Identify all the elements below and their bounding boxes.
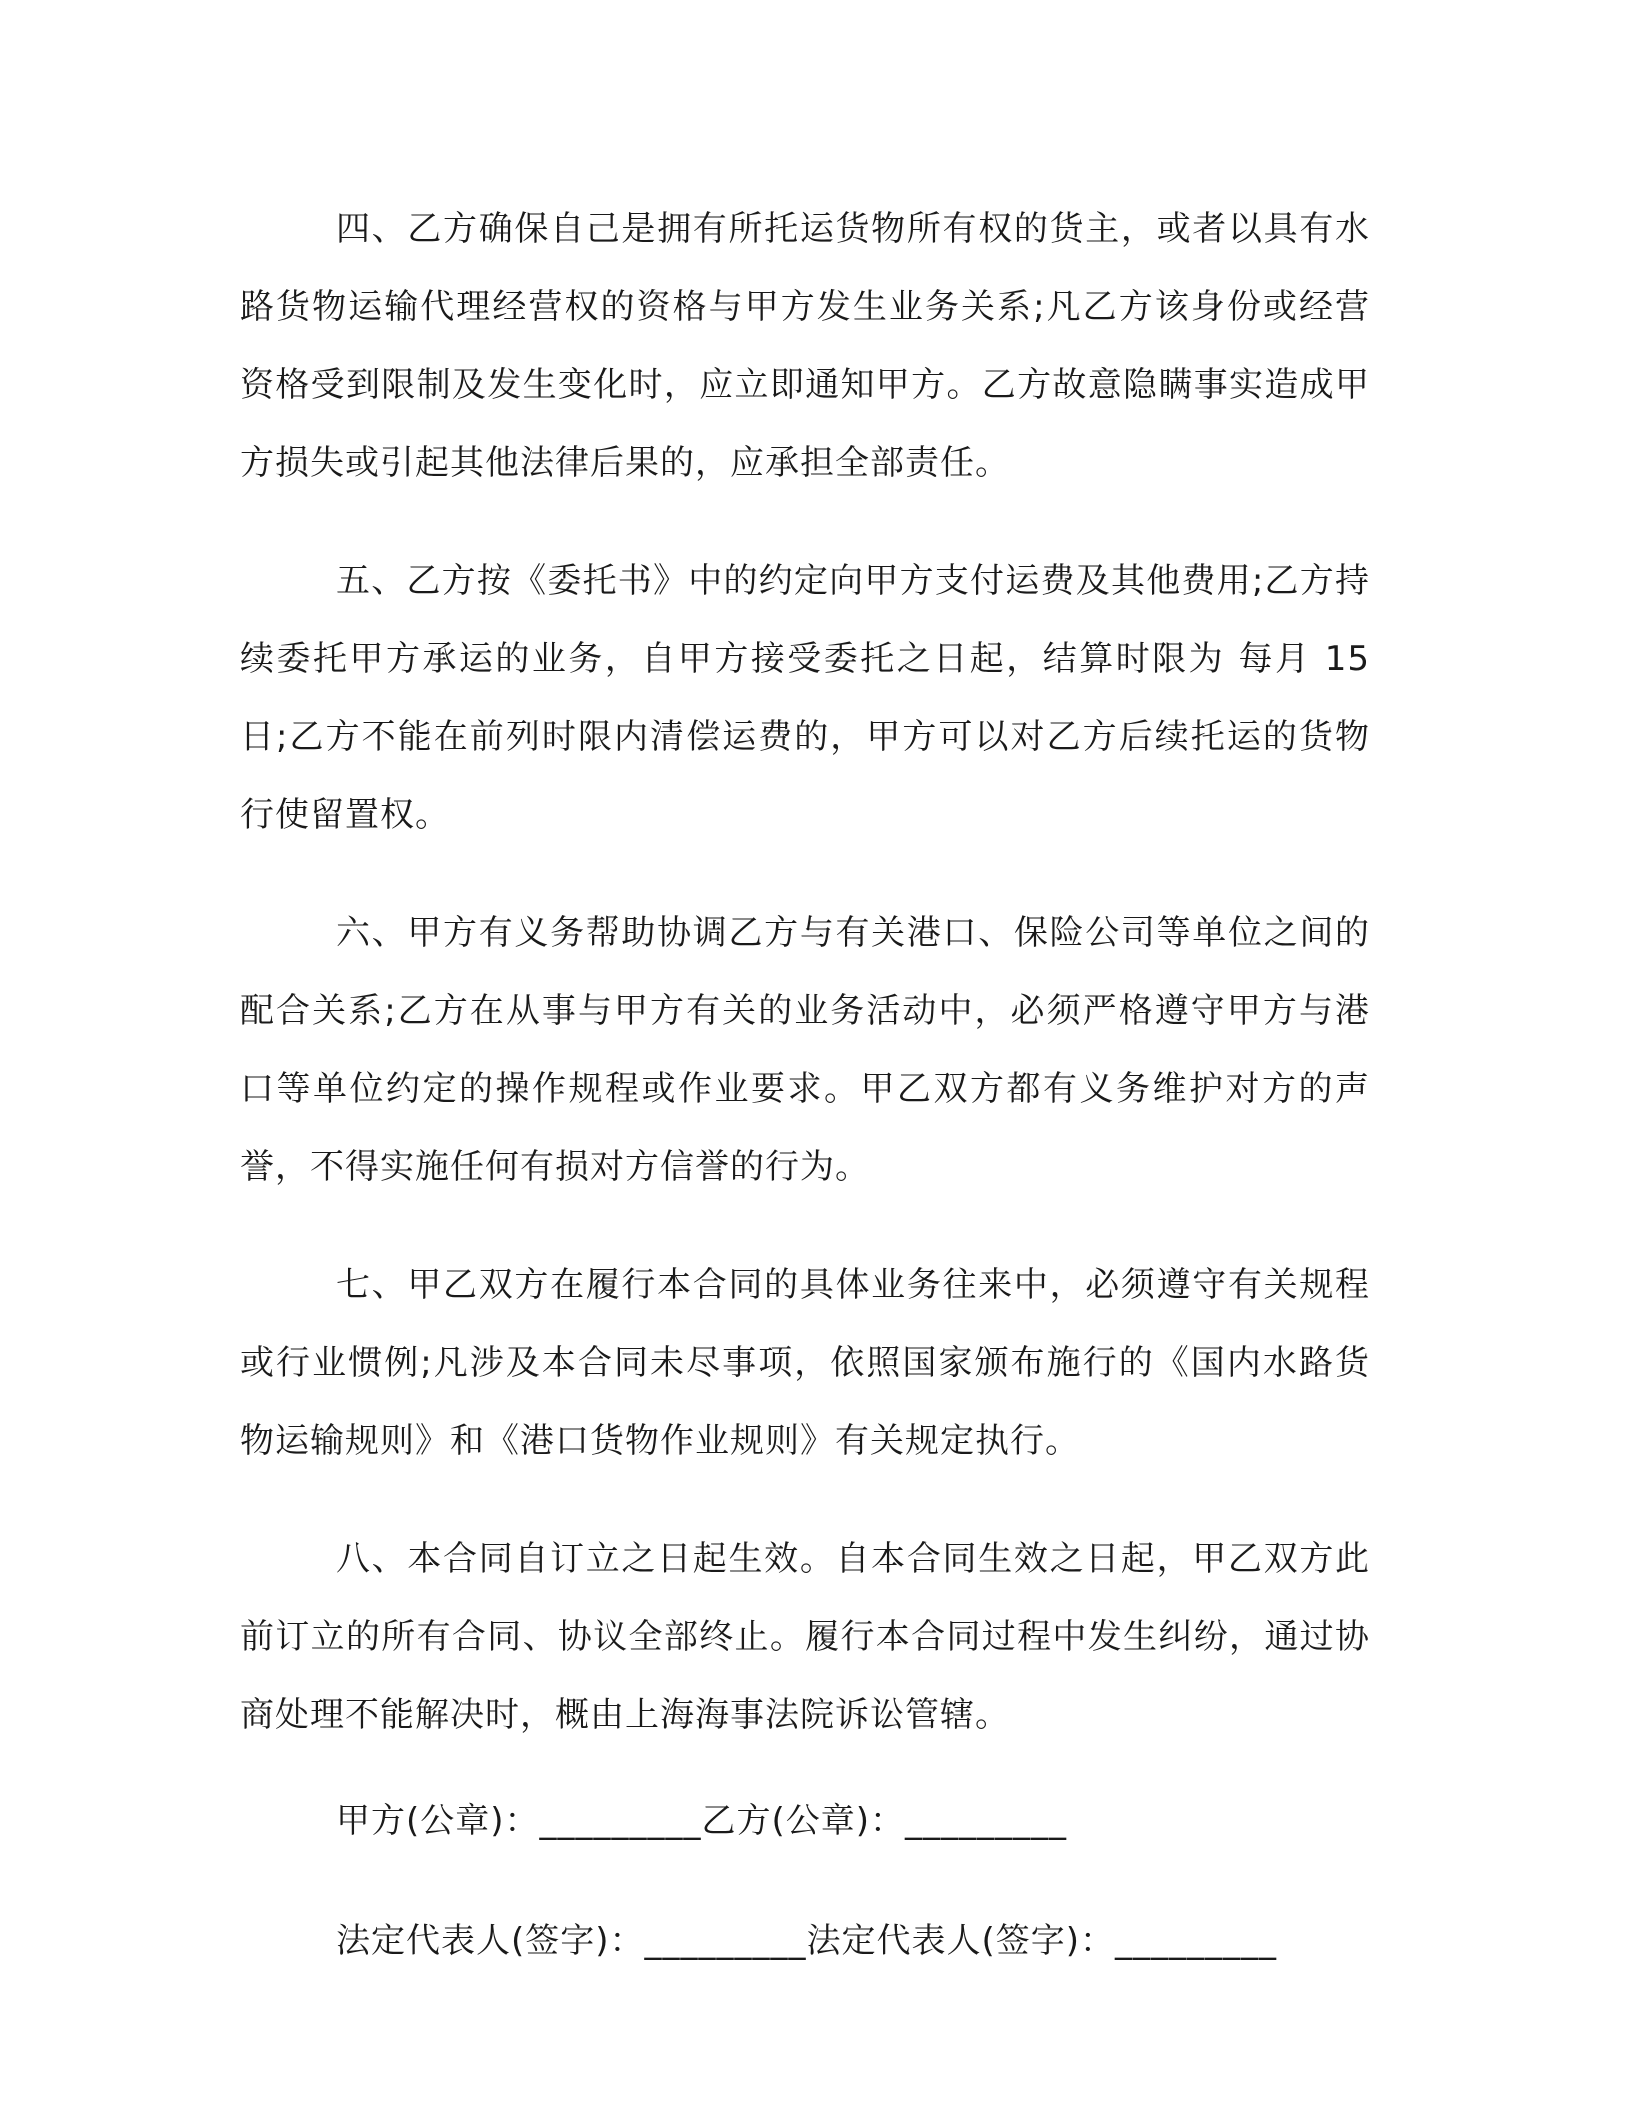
seal-line bbox=[240, 1794, 1370, 1848]
clause-7: 七、甲乙双方在履行本合同的具体业务往来中，必须遵守有关规程或行业惯例;凡涉及本合同未尽事项，依照国家颁布施行的《国内水路货物运输规则》和《港口货物作业规则》有关规定执行。 bbox=[240, 1265, 1370, 1461]
party-a-representative-field: 法定代表人(签字)：_________ bbox=[336, 1921, 807, 1961]
contract-body bbox=[240, 190, 1370, 2034]
clause-5: 五、乙方按《委托书》中的约定向甲方支付运费及其他费用;乙方持续委托甲方承运的业务，自甲方接受委托之日起，结算时限为 每月 15 日;乙方不能在前列时限内清偿运费的，甲方可以对乙方后续托运的货物行使留置权。 bbox=[240, 561, 1370, 835]
party-b-representative-field: 法定代表人(签字)：_________ bbox=[806, 1921, 1278, 1961]
clause-4: 四、乙方确保自己是拥有所托运货物所有权的货主，或者以具有水路货物运输代理经营权的资格与甲方发生业务关系;凡乙方该身份或经营资格受到限制及发生变化时，应立即通知甲方。乙方故意隐瞒事实造成甲方损失或引起其他法律后果的，应承担全部责任。 bbox=[240, 209, 1370, 483]
party-a-seal-field: 甲方(公章)：_________ bbox=[336, 1801, 702, 1841]
clause-6: 六、甲方有义务帮助协调乙方与有关港口、保险公司等单位之间的配合关系;乙方在从事与甲方有关的业务活动中，必须严格遵守甲方与港口等单位约定的操作规程或作业要求。甲乙双方都有义务维护对方的声誉，不得实施任何有损对方信誉的行为。 bbox=[240, 913, 1370, 1187]
clause-8: 八、本合同自订立之日起生效。自本合同生效之日起，甲乙双方此前订立的所有合同、协议全部终止。履行本合同过程中发生纠纷，通过协商处理不能解决时，概由上海海事法院诉讼管辖。 bbox=[240, 1539, 1370, 1735]
signature-block bbox=[240, 1794, 1370, 1968]
representative-line bbox=[240, 1914, 1370, 1968]
party-b-seal-field: 乙方(公章)：_________ bbox=[701, 1801, 1068, 1841]
